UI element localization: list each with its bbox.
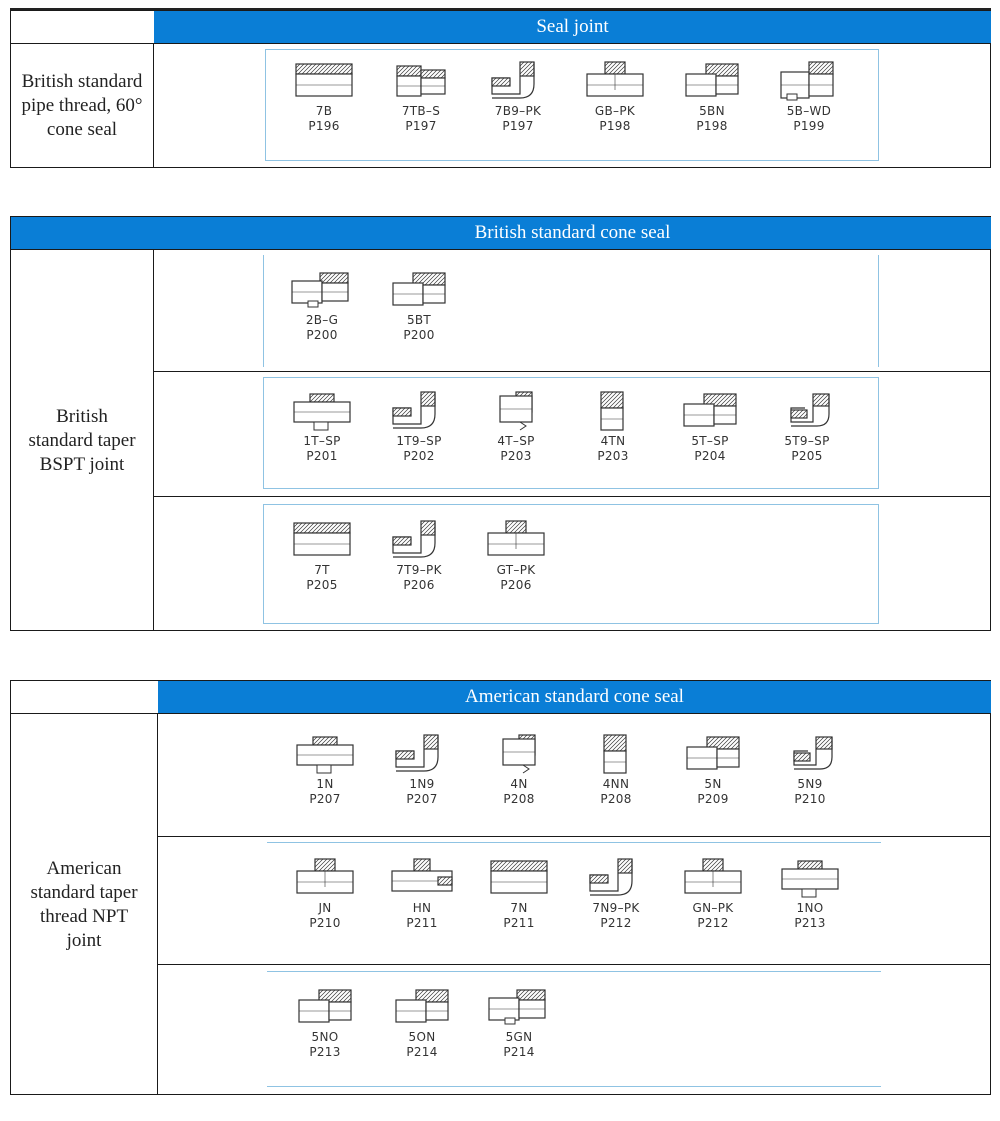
swivel-nipple-icon [479,986,559,1030]
fitting-page: P200 [403,328,435,342]
fitting-code: 5N9 [797,777,823,791]
fitting-item [382,733,462,807]
elbow-icon [379,519,459,563]
fitting-item [382,857,462,931]
plug-icon [476,390,556,434]
fittings-panel [263,504,879,624]
fitting-page: P205 [791,449,823,463]
fitting-page: P198 [696,119,728,133]
fitting-item [478,60,558,134]
fitting-page: P197 [405,119,437,133]
tee-icon [673,857,753,901]
fitting-code: JN [318,901,332,915]
fitting-page: P209 [697,792,729,806]
elbow-icon [576,857,656,901]
fitting-item [672,60,752,134]
nipple-icon [282,390,362,434]
fitting-code: 4TN [600,434,626,448]
fitting-code: 4T–SP [497,434,535,448]
fitting-code: 7B [315,104,333,118]
divider [11,713,991,714]
fitting-code: 1T–SP [303,434,341,448]
fitting-page: P213 [309,1045,341,1059]
fitting-item [379,519,459,593]
fitting-item [479,733,559,807]
fitting-code: 7N9–PK [592,901,640,915]
nipple-icon [285,733,365,777]
plug-icon [479,733,559,777]
section-title: British standard cone seal [11,217,991,249]
fitting-code: 5GN [505,1030,533,1044]
fittings-panel [263,377,879,489]
fittings-panel [265,49,879,161]
tee-icon [285,857,365,901]
adapter-icon [670,390,750,434]
adapter-icon [285,986,365,1030]
fitting-page: P211 [503,916,535,930]
fitting-item [285,857,365,931]
fitting-item [284,60,364,134]
fitting-item [285,986,365,1060]
fitting-item [573,390,653,464]
adapter-icon [673,733,753,777]
fitting-code: 7B9–PK [494,104,542,118]
british-cone-table [10,216,991,631]
fitting-code: 4N [510,777,528,791]
fitting-item [670,390,750,464]
divider [157,836,991,837]
row-label: British standard taper BSPT joint [28,405,136,475]
fitting-code: 7N [510,901,528,915]
fitting-code: 2B–G [305,313,339,327]
elbow-icon [478,60,558,104]
fitting-item [282,390,362,464]
elbow-adapter-icon [767,390,847,434]
fitting-code: GT–PK [496,563,536,577]
straight-coupling-icon [479,857,559,901]
fitting-item [476,519,556,593]
fitting-item [575,60,655,134]
fitting-item [769,60,849,134]
fitting-page: P214 [406,1045,438,1059]
fitting-code: 5T9–SP [784,434,830,448]
fitting-code: 5B–WD [786,104,832,118]
fitting-item [282,519,362,593]
fitting-item [381,60,461,134]
fitting-page: P198 [599,119,631,133]
fitting-code: 5BT [406,313,432,327]
straight-coupling-icon [282,519,362,563]
fitting-page: P212 [697,916,729,930]
fitting-item [576,857,656,931]
fitting-page: P201 [306,449,338,463]
fitting-page: P202 [403,449,435,463]
section-title: Seal joint [154,11,991,43]
fitting-page: P199 [793,119,825,133]
cap-icon [576,733,656,777]
fitting-page: P210 [309,916,341,930]
fitting-code: 7T9–PK [396,563,442,577]
fitting-code: GB–PK [594,104,636,118]
fitting-item [767,390,847,464]
fitting-page: P213 [794,916,826,930]
divider [153,249,154,631]
fitting-page: P203 [500,449,532,463]
divider [153,43,154,168]
fittings-panel [267,719,881,831]
fitting-page: P206 [500,578,532,592]
fitting-item [770,733,850,807]
fitting-item [379,390,459,464]
divider [11,249,991,250]
fitting-page: P214 [503,1045,535,1059]
swivel-nipple-icon [282,269,362,313]
fitting-item [770,857,850,931]
fitting-page: P212 [600,916,632,930]
tee-icon [575,60,655,104]
fitting-code: 7TB–S [401,104,441,118]
divider [153,496,991,497]
fittings-panel [267,842,881,958]
cross-tee-icon [382,857,462,901]
fitting-item [673,733,753,807]
fitting-item [382,986,462,1060]
fitting-code: 5T–SP [691,434,729,448]
fitting-code: 1T9–SP [396,434,442,448]
straight-coupling-icon [284,60,364,104]
fittings-panel [263,255,879,367]
divider [157,713,158,1095]
fitting-item [479,986,559,1060]
stepped-adapter-icon [769,60,849,104]
tee-icon [476,519,556,563]
adapter-icon [382,986,462,1030]
section-title: American standard cone seal [158,681,991,713]
fitting-code: 7T [314,563,330,577]
elbow-adapter-icon [770,733,850,777]
fitting-page: P200 [306,328,338,342]
fitting-page: P197 [502,119,534,133]
fitting-code: HN [412,901,432,915]
divider [11,43,991,44]
fitting-code: 1N9 [409,777,435,791]
divider [157,964,991,965]
fitting-item [576,733,656,807]
fitting-code: 1NO [796,901,824,915]
fitting-page: P210 [794,792,826,806]
fitting-page: P208 [600,792,632,806]
fitting-code: 4NN [602,777,630,791]
fitting-page: P196 [308,119,340,133]
fitting-page: P211 [406,916,438,930]
fitting-item [479,857,559,931]
fitting-page: P205 [306,578,338,592]
fitting-item [282,269,362,343]
adapter-icon [379,269,459,313]
fitting-code: 5ON [408,1030,436,1044]
fitting-item [379,269,459,343]
reducing-coupling-icon [381,60,461,104]
fittings-panel [267,971,881,1087]
nipple-icon [770,857,850,901]
american-cone-table [10,680,991,1095]
fitting-code: 5N [704,777,722,791]
row-label: British standard pipe thread, 60° cone seal [21,71,143,140]
fitting-page: P203 [597,449,629,463]
fitting-code: GN–PK [692,901,734,915]
fitting-item [673,857,753,931]
fitting-code: 5BN [699,104,725,118]
fitting-item [476,390,556,464]
fitting-page: P207 [309,792,341,806]
fitting-page: P204 [694,449,726,463]
row-label: American standard taper thread NPT joint [30,857,138,951]
fitting-page: P207 [406,792,438,806]
fitting-code: 1N [316,777,334,791]
adapter-icon [672,60,752,104]
fitting-item [285,733,365,807]
fitting-code: 5NO [311,1030,339,1044]
divider [153,371,991,372]
fitting-page: P206 [403,578,435,592]
elbow-icon [382,733,462,777]
elbow-icon [379,390,459,434]
fitting-page: P208 [503,792,535,806]
cap-icon [573,390,653,434]
seal-joint-table [10,10,991,168]
